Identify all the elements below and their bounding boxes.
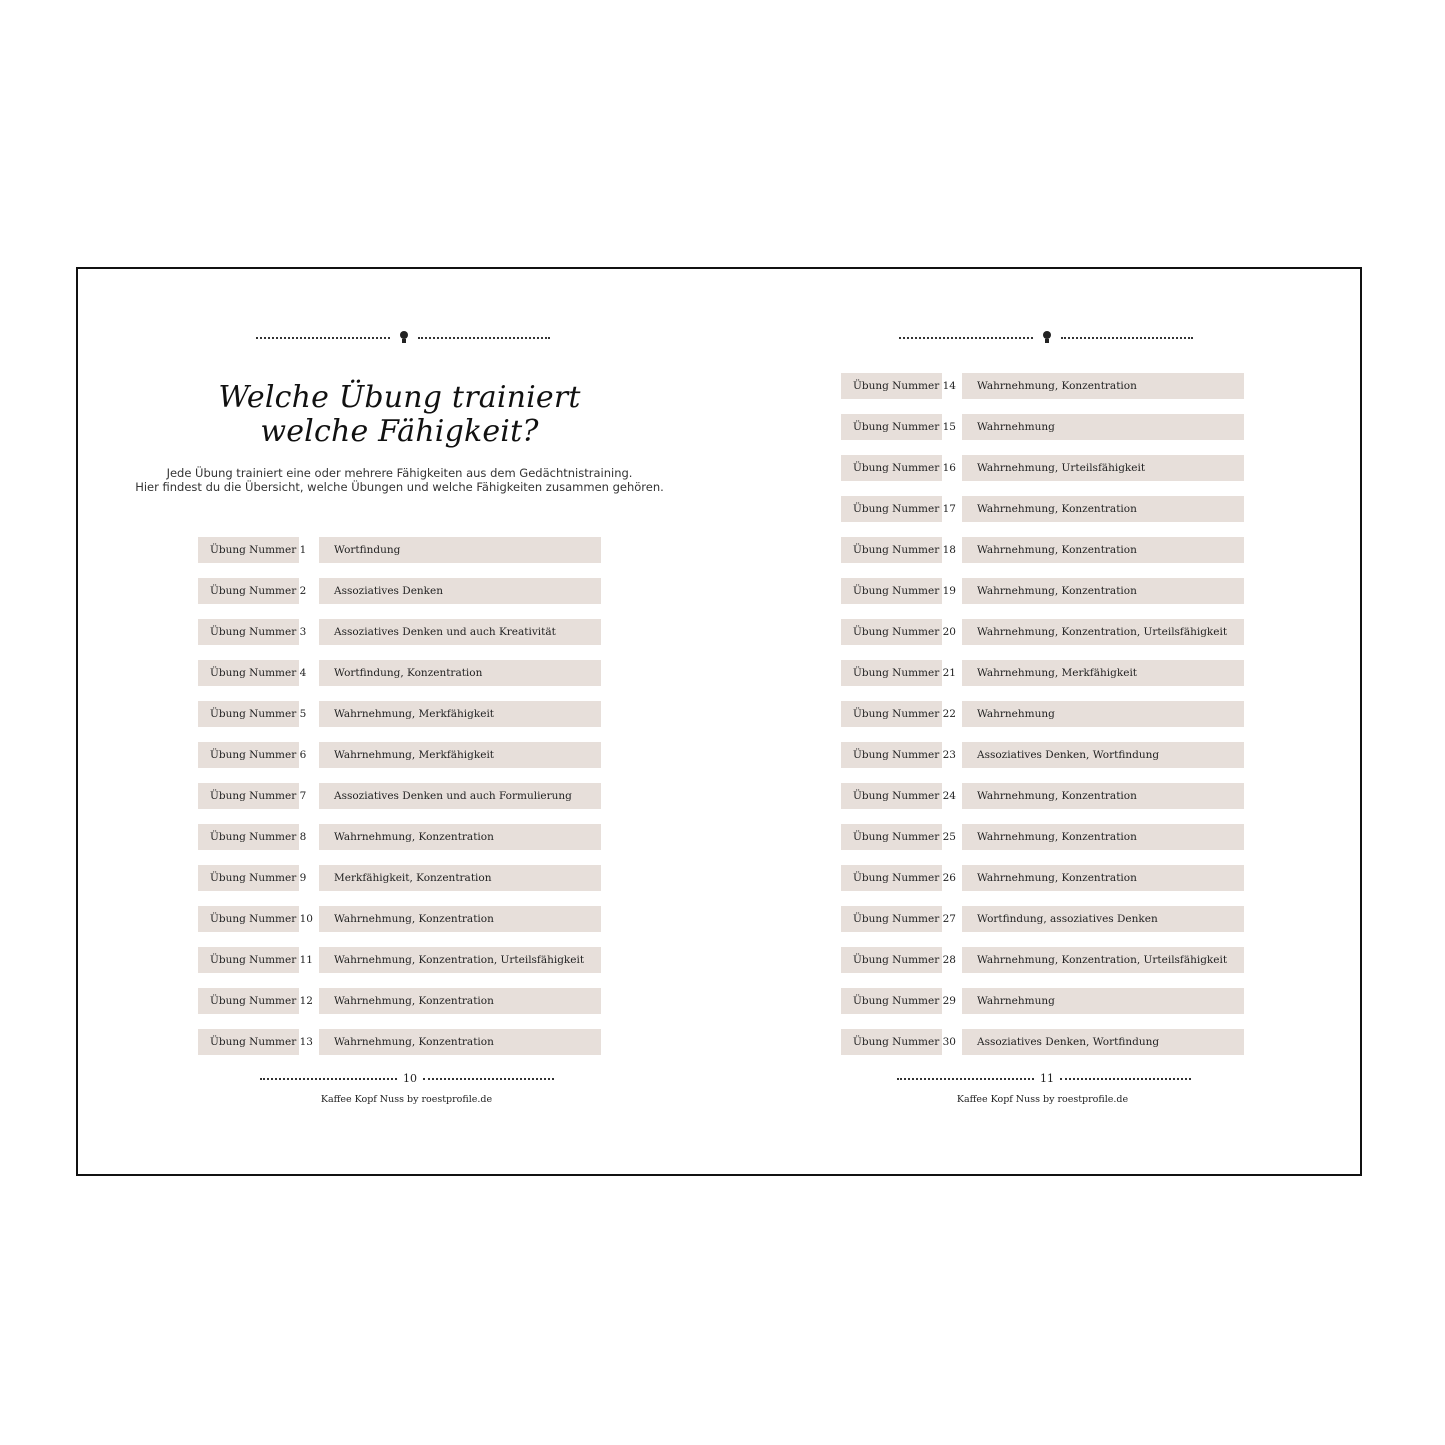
table-row <box>198 660 601 686</box>
page-number: 10 <box>403 1072 417 1085</box>
table-row <box>841 414 1244 440</box>
exercise-skills-cell: Wahrnehmung, Konzentration <box>319 906 601 932</box>
exercise-skills-cell: Wahrnehmung, Merkfähigkeit <box>962 660 1244 686</box>
exercise-number-cell: Übung Nummer 8 <box>198 824 299 850</box>
exercise-skills-cell: Merkfähigkeit, Konzentration <box>319 865 601 891</box>
table-row <box>841 988 1244 1014</box>
exercise-number-cell: Übung Nummer 23 <box>841 742 942 768</box>
exercise-skills-cell: Wortfindung, Konzentration <box>319 660 601 686</box>
table-row <box>198 619 601 645</box>
table-row <box>841 373 1244 399</box>
exercise-number-cell: Übung Nummer 15 <box>841 414 942 440</box>
exercise-skills-cell: Wahrnehmung, Konzentration <box>962 865 1244 891</box>
exercise-skills-cell: Assoziatives Denken und auch Kreativität <box>319 619 601 645</box>
exercise-skills-cell: Wahrnehmung, Konzentration <box>319 1029 601 1055</box>
intro-line-2: Hier findest du die Übersicht, welche Übungen und welche Fähigkeiten zusammen gehören. <box>135 480 664 494</box>
exercise-skills-cell: Assoziatives Denken, Wortfindung <box>962 742 1244 768</box>
table-row <box>841 701 1244 727</box>
exercise-skills-cell: Wahrnehmung, Merkfähigkeit <box>319 701 601 727</box>
exercise-number-cell: Übung Nummer 29 <box>841 988 942 1014</box>
title-line-2: welche Fähigkeit? <box>260 414 539 449</box>
exercise-skills-cell: Wahrnehmung, Merkfähigkeit <box>319 742 601 768</box>
exercise-number-cell: Übung Nummer 4 <box>198 660 299 686</box>
right-page <box>721 269 1364 1174</box>
exercise-number-cell: Übung Nummer 13 <box>198 1029 299 1055</box>
exercise-skills-cell: Assoziatives Denken und auch Formulierung <box>319 783 601 809</box>
exercise-skills-cell: Wahrnehmung, Konzentration <box>319 988 601 1014</box>
exercise-skills-cell: Wahrnehmung, Konzentration <box>319 824 601 850</box>
exercise-number-cell: Übung Nummer 5 <box>198 701 299 727</box>
top-divider <box>899 331 1193 345</box>
brand-footer: Kaffee Kopf Nuss by roestprofile.de <box>956 1094 1129 1105</box>
exercise-skills-cell: Wortfindung, assoziatives Denken <box>962 906 1244 932</box>
table-row <box>841 865 1244 891</box>
intro-line-1: Jede Übung trainiert eine oder mehrere Fähigkeiten aus dem Gedächtnistraining. <box>166 466 633 480</box>
exercise-skills-cell: Wahrnehmung, Konzentration, Urteilsfähigkeit <box>962 947 1244 973</box>
exercise-skills-cell: Assoziatives Denken, Wortfindung <box>962 1029 1244 1055</box>
exercise-number-cell: Übung Nummer 3 <box>198 619 299 645</box>
table-row <box>841 1029 1244 1055</box>
table-row <box>198 947 601 973</box>
exercise-skills-cell: Wahrnehmung, Konzentration <box>962 537 1244 563</box>
exercise-number-cell: Übung Nummer 12 <box>198 988 299 1014</box>
book-spread <box>76 267 1362 1176</box>
exercise-number-cell: Übung Nummer 10 <box>198 906 299 932</box>
exercise-skills-cell: Wahrnehmung <box>962 988 1244 1014</box>
table-row <box>198 824 601 850</box>
exercise-skills-cell: Wahrnehmung, Konzentration <box>962 373 1244 399</box>
lightbulb-icon <box>398 331 410 345</box>
exercise-skills-cell: Wahrnehmung, Konzentration, Urteilsfähigkeit <box>962 619 1244 645</box>
table-row <box>198 701 601 727</box>
exercise-number-cell: Übung Nummer 20 <box>841 619 942 645</box>
exercise-number-cell: Übung Nummer 19 <box>841 578 942 604</box>
table-row <box>841 742 1244 768</box>
table-row <box>841 619 1244 645</box>
table-row <box>198 783 601 809</box>
exercise-number-cell: Übung Nummer 14 <box>841 373 942 399</box>
table-row <box>198 906 601 932</box>
exercise-skills-cell: Wahrnehmung, Konzentration <box>962 578 1244 604</box>
table-row <box>841 824 1244 850</box>
exercise-number-cell: Übung Nummer 27 <box>841 906 942 932</box>
exercise-number-cell: Übung Nummer 26 <box>841 865 942 891</box>
exercise-skills-cell: Wahrnehmung, Konzentration <box>962 783 1244 809</box>
exercise-number-cell: Übung Nummer 1 <box>198 537 299 563</box>
lightbulb-icon <box>1041 331 1053 345</box>
table-row <box>198 742 601 768</box>
exercise-skills-cell: Wahrnehmung, Konzentration <box>962 824 1244 850</box>
intro-text <box>78 466 721 494</box>
exercise-number-cell: Übung Nummer 7 <box>198 783 299 809</box>
title-line-1: Welche Übung trainiert <box>218 380 581 415</box>
table-row <box>841 455 1244 481</box>
exercise-skills-cell: Wahrnehmung, Urteilsfähigkeit <box>962 455 1244 481</box>
exercise-number-cell: Übung Nummer 6 <box>198 742 299 768</box>
table-row <box>841 783 1244 809</box>
table-row <box>198 865 601 891</box>
exercise-number-cell: Übung Nummer 9 <box>198 865 299 891</box>
exercise-number-cell: Übung Nummer 21 <box>841 660 942 686</box>
exercise-number-cell: Übung Nummer 30 <box>841 1029 942 1055</box>
exercise-number-cell: Übung Nummer 16 <box>841 455 942 481</box>
table-row <box>841 578 1244 604</box>
exercise-skills-cell: Wortfindung <box>319 537 601 563</box>
exercise-skills-cell: Wahrnehmung <box>962 414 1244 440</box>
exercise-number-cell: Übung Nummer 22 <box>841 701 942 727</box>
page-number-line <box>260 1072 554 1085</box>
exercise-number-cell: Übung Nummer 11 <box>198 947 299 973</box>
table-row <box>198 1029 601 1055</box>
exercise-skills-cell: Wahrnehmung <box>962 701 1244 727</box>
table-row <box>198 537 601 563</box>
exercise-number-cell: Übung Nummer 2 <box>198 578 299 604</box>
table-row <box>841 947 1244 973</box>
page-title <box>78 381 721 449</box>
table-row <box>841 660 1244 686</box>
table-row <box>841 906 1244 932</box>
exercise-number-cell: Übung Nummer 18 <box>841 537 942 563</box>
exercise-skills-cell: Assoziatives Denken <box>319 578 601 604</box>
table-row <box>198 578 601 604</box>
exercise-skills-cell: Wahrnehmung, Konzentration <box>962 496 1244 522</box>
table-row <box>841 537 1244 563</box>
table-row <box>841 496 1244 522</box>
exercise-skills-cell: Wahrnehmung, Konzentration, Urteilsfähigkeit <box>319 947 601 973</box>
top-divider <box>256 331 550 345</box>
left-page <box>78 269 721 1174</box>
page-number-line <box>897 1072 1191 1085</box>
exercise-number-cell: Übung Nummer 25 <box>841 824 942 850</box>
exercise-number-cell: Übung Nummer 17 <box>841 496 942 522</box>
page-number: 11 <box>1040 1072 1054 1085</box>
brand-footer: Kaffee Kopf Nuss by roestprofile.de <box>320 1094 493 1105</box>
table-row <box>198 988 601 1014</box>
exercise-number-cell: Übung Nummer 28 <box>841 947 942 973</box>
exercise-number-cell: Übung Nummer 24 <box>841 783 942 809</box>
